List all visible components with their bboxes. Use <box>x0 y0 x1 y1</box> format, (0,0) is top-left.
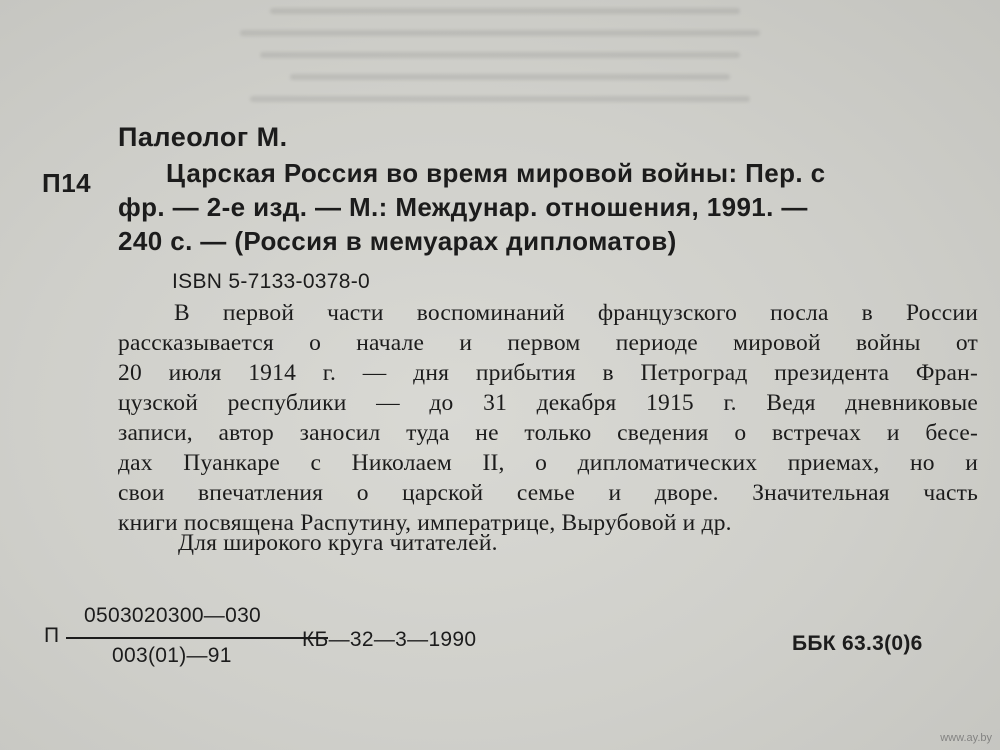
annotation-line: 20 июля 1914 г. — дня прибытия в Петроград президента Фран- <box>118 360 978 386</box>
annotation-line: цузской республики — до 31 декабря 1915 г. Ведя дневниковые <box>118 390 978 416</box>
title-line: 240 с. — (Россия в мемуарах дипломатов) <box>118 226 677 256</box>
author-name: Палеолог М. <box>118 122 288 152</box>
annotation-line: записи, автор заносил туда не только сведения о встречах и бесе- <box>118 420 978 446</box>
imprint-kb: КБ—32—3—1990 <box>302 628 477 651</box>
annotation-line: свои впечатления о царской семье и дворе. Значительная часть <box>118 480 978 506</box>
bbk-code: ББК 63.3(0)6 <box>792 632 923 655</box>
watermark: www.ay.by <box>940 732 992 744</box>
title-line: фр. — 2-е изд. — М.: Междунар. отношения, 1991. — <box>118 192 808 222</box>
annotation-line: дах Пуанкаре с Николаем II, о дипломатических приемах, но и <box>118 450 978 476</box>
imprint-numerator: 0503020300—030 <box>84 604 262 627</box>
imprint-denominator: 003(01)—91 <box>112 644 232 667</box>
audience-note: Для широкого круга читателей. <box>178 530 498 556</box>
isbn: ISBN 5-7133-0378-0 <box>172 270 371 293</box>
show-through-text <box>230 0 790 110</box>
catalog-index: П14 <box>42 168 92 198</box>
annotation-line: В первой части воспоминаний французского посла в России <box>174 300 978 326</box>
title-line: Царская Россия во время мировой войны: Пер. с <box>166 158 826 188</box>
fraction-bar <box>66 637 328 639</box>
imprint-block <box>44 600 984 680</box>
annotation <box>118 298 978 538</box>
annotation-line: рассказывается о начале и первом периоде мировой войны от <box>118 330 978 356</box>
annotation-line: книги посвящена Распутину, императрице, Вырубовой и др. <box>118 510 732 536</box>
bibliographic-title <box>118 156 980 258</box>
imprint-letter: П <box>44 624 60 647</box>
